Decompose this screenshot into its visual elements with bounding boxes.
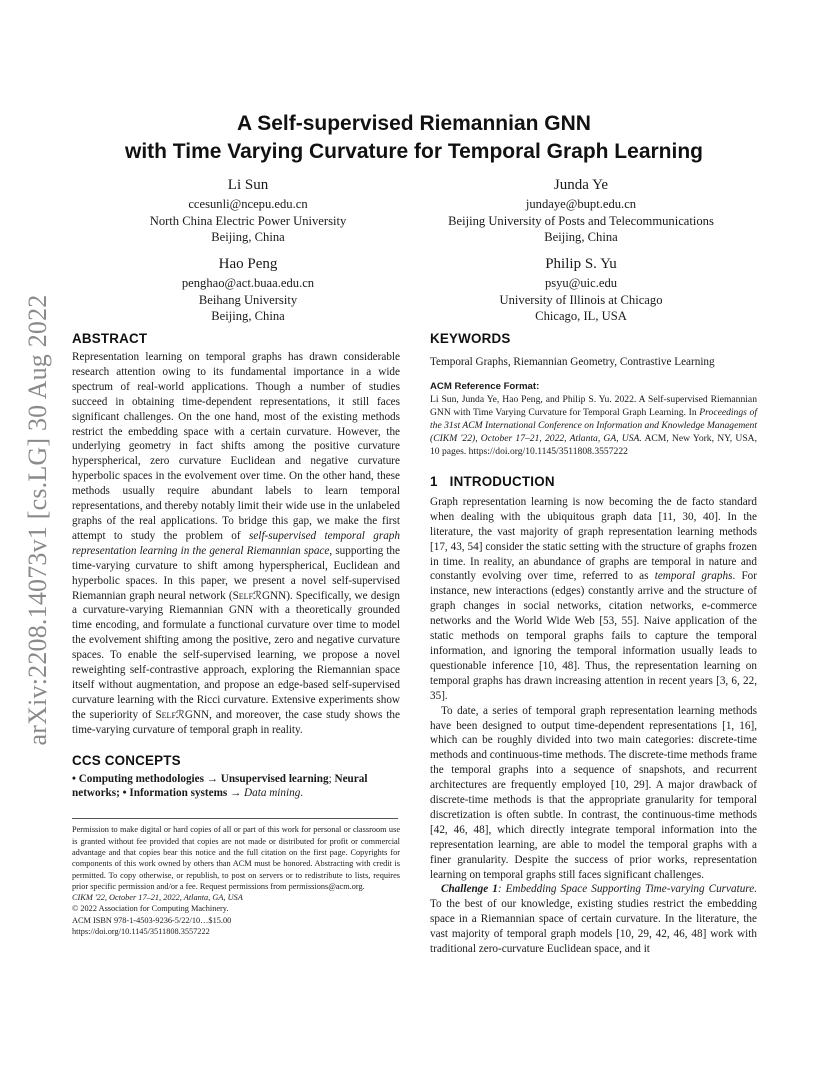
intro-heading bbox=[430, 473, 757, 491]
abstract-part: , supporting the time-varying curvature to shift among hyperspherical, Euclidean and hyperbolic spaces. In this paper, we present a novel self-supervised Riemannian graph neural network ( bbox=[72, 544, 400, 602]
ccs-arrow: → bbox=[203, 772, 221, 785]
acm-ref-text bbox=[430, 393, 757, 458]
model-name: SelfℛGNN bbox=[155, 708, 210, 721]
right-column bbox=[430, 330, 757, 957]
ccs-concepts bbox=[72, 772, 400, 802]
abstract-part: ). Specifically, we design a curvature-varying Riemannian GNN with a theoretically grounded time encoding, and formulate a functional curvature over time to model the evolvement shifting among the positive, zero and negative curvature spaces. To enable the self-supervised learning, we propose a novel reweighting self-contrastive approach, exploring the Riemannian space itself without augmentation, and propose an edge-based self-supervised curvature learning with the Ricci curvature. Extensive experiments show the superiority of bbox=[72, 589, 400, 721]
section-number: 1 bbox=[430, 473, 438, 489]
author-name: Li Sun bbox=[227, 177, 269, 193]
ccs-arrow: → bbox=[227, 787, 245, 800]
intro-text bbox=[430, 495, 757, 957]
author-block bbox=[431, 254, 731, 325]
author-location: Beijing, China bbox=[544, 230, 618, 244]
author-affiliation: University of Illinois at Chicago bbox=[499, 292, 663, 307]
ccs-end: . bbox=[300, 787, 304, 800]
author-location: Chicago, IL, USA bbox=[535, 309, 627, 323]
permission-text: Permission to make digital or hard copies of all or part of this work for personal or classroom use is granted without fee provided that copies are not made or distributed for profit or commercial advantage and that copies bear this notice and the full citation on the first page. Copyrights for components of this work owned by others than ACM must be honored. Abstracting with credit is permitted. To copy otherwise, or republish, to post on servers or to redistribute to lists, requires prior specific permission and/or a fee. Request permissions from permissions@acm.org. bbox=[72, 825, 400, 891]
author-block bbox=[98, 254, 398, 325]
conference-info bbox=[72, 892, 400, 903]
abstract-part: , and moreover, the case study shows the time-varying curvature of temporal graph in reality. bbox=[72, 708, 400, 736]
author-email: jundaye@bupt.edu.cn bbox=[525, 197, 637, 211]
permission-footnote bbox=[72, 824, 400, 937]
intro-paragraph bbox=[430, 882, 757, 957]
arxiv-stamp: arXiv:2208.14073v1 [cs.LG] 30 Aug 2022 bbox=[23, 294, 52, 746]
author-block bbox=[431, 175, 731, 246]
ccs-category: ; • Information systems bbox=[116, 787, 228, 800]
author-name: Hao Peng bbox=[218, 256, 278, 272]
doi-line[interactable]: https://doi.org/10.1145/3511808.3557222 bbox=[72, 927, 210, 937]
title-line-1: A Self-supervised Riemannian GNN bbox=[237, 112, 591, 135]
intro-part: . For instance, new interactions (edges) constantly arrive and the structure of graph changes in social networks, citation networks, e-commerce networks and the World Wide Web [53, 55]. Naive application of the static methods on temporal graphs fails to capture the temporal information, and ignoring the temporal information usually leads to questionable inference [10, 48]. Thus, the representation learning on temporal graphs has drawn increasing attention in recent years [3, 6, 22, 35]. bbox=[430, 570, 758, 702]
author-email: penghao@act.buaa.edu.cn bbox=[181, 276, 315, 290]
ccs-separator: ; bbox=[328, 772, 335, 785]
acm-ref-emphasis: Proceedings of the 31st ACM International Conference on Information and Knowledge Management (CIKM '22), October 17–21, 2022, Atlanta, GA, USA. bbox=[430, 406, 757, 444]
ccs-item: Unsupervised learning bbox=[220, 772, 329, 785]
author-affiliation: North China Electric Power University bbox=[149, 213, 347, 228]
challenge-label: Challenge 1 bbox=[441, 883, 498, 896]
footnote-rule bbox=[72, 818, 398, 819]
ccs-category: • Computing methodologies bbox=[72, 772, 204, 785]
author-name: Philip S. Yu bbox=[545, 256, 617, 272]
author-block bbox=[98, 175, 398, 246]
author-location: Beijing, China bbox=[211, 230, 285, 244]
abstract-text bbox=[72, 350, 400, 738]
author-affiliation: Beijing University of Posts and Telecommunications bbox=[448, 213, 714, 228]
author-location: Beijing, China bbox=[211, 309, 285, 323]
author-affiliation: Beihang University bbox=[198, 292, 298, 307]
abstract-heading: ABSTRACT bbox=[72, 331, 148, 346]
intro-part: To the best of our knowledge, existing studies restrict the embedding space in a Riemannian space of certain curvature. In the literature, the vast majority of temporal graph models [10, 29, 42, 46, 48] work with traditional zero-curvature Euclidean space, and it bbox=[430, 898, 757, 956]
intro-part: Graph representation learning is now becoming the de facto standard when dealing with the ubiquitous graph data [11, 30, 40]. In the literature, the vast majority of graph representation learning methods [17, 43, 54] consider the static setting with the structure of graphs frozen in time. In reality, an abundance of graphs are temporal in nature and constantly evolving over time, referred to as bbox=[430, 495, 757, 583]
left-column bbox=[72, 330, 400, 937]
keywords-text: Temporal Graphs, Riemannian Geometry, Contrastive Learning bbox=[430, 356, 715, 368]
title-line-2: with Time Varying Curvature for Temporal Graph Learning bbox=[124, 140, 703, 163]
copyright-line: © 2022 Association for Computing Machinery. bbox=[72, 904, 229, 914]
abstract-part: Representation learning on temporal graphs has drawn considerable research attention owing to its fundamental importance in a wide spectrum of real-world applications. Though a number of studies succeed in obtaining time-dependent representations, it still faces significant challenges. On the one hand, most of the existing methods restrict the embedding space with a certain curvature. However, the underlying geometry in fact shifts among the positive curvature hyperspherical, zero curvature Euclidean and negative curvature hyperbolic spaces in the evolvement over time. On the other hand, these methods usually require abundant labels to learn temporal representations, and thereby notably limit their wide use in the unlabeled graphs of the real applications. To bridge this gap, we make the first attempt to study the problem of bbox=[72, 351, 400, 542]
author-email: psyu@uic.edu bbox=[544, 276, 618, 290]
challenge-title: : Embedding Space Supporting Time-varying Curvature. bbox=[497, 883, 757, 896]
acm-ref-part: Li Sun, Junda Ye, Hao Peng, and Philip S. Yu. 2022. A Self-supervised Riemannian GNN with Time Varying Curvature for Temporal Graph Learning. In bbox=[430, 393, 757, 418]
intro-paragraph: To date, a series of temporal graph representation learning methods have been designed to output time-dependent representations [1, 16], which can be roughly divided into two main categories: discrete-time methods and continuous-time methods. The discrete-time methods frame the temporal graphs into a sequence of snapshots, and recurrent architectures are frequently employed [10, 29]. A major drawback of discrete-time methods is that the appropriate granularity for temporal discretization is often subtle. In contrast, the continuous-time methods [42, 46, 48], which directly integrate temporal information into the representation learning, are able to model the temporal graphs with a finer granularity. Despite the success of prior works, representation learning on temporal graphs still faces significant challenges. bbox=[430, 704, 757, 881]
ccs-heading: CCS CONCEPTS bbox=[72, 752, 181, 768]
paper-title bbox=[70, 110, 758, 166]
author-email: ccesunli@ncepu.edu.cn bbox=[188, 197, 308, 211]
conference-line: CIKM '22, October 17–21, 2022, Atlanta, GA, USA bbox=[72, 893, 243, 903]
intro-paragraph bbox=[430, 495, 757, 704]
isbn-line: ACM ISBN 978-1-4503-9236-5/22/10…$15.00 bbox=[72, 915, 232, 925]
section-title: INTRODUCTION bbox=[449, 473, 555, 489]
model-name: SelfℛGNN bbox=[232, 589, 287, 602]
ccs-item: Data mining bbox=[244, 787, 301, 800]
keywords-heading: KEYWORDS bbox=[430, 331, 511, 346]
intro-emphasis: temporal graphs bbox=[654, 570, 733, 583]
author-name: Junda Ye bbox=[553, 177, 609, 193]
ccs-item: Neural networks bbox=[72, 772, 368, 800]
acm-ref-heading: ACM Reference Format: bbox=[430, 380, 540, 392]
abstract-emphasis: self-supervised temporal graph representation learning in the general Riemannian space bbox=[72, 529, 400, 557]
acm-ref-part: ACM, New York, NY, USA, 10 pages. https://doi.org/10.1145/3511808.3557222 bbox=[430, 432, 757, 457]
